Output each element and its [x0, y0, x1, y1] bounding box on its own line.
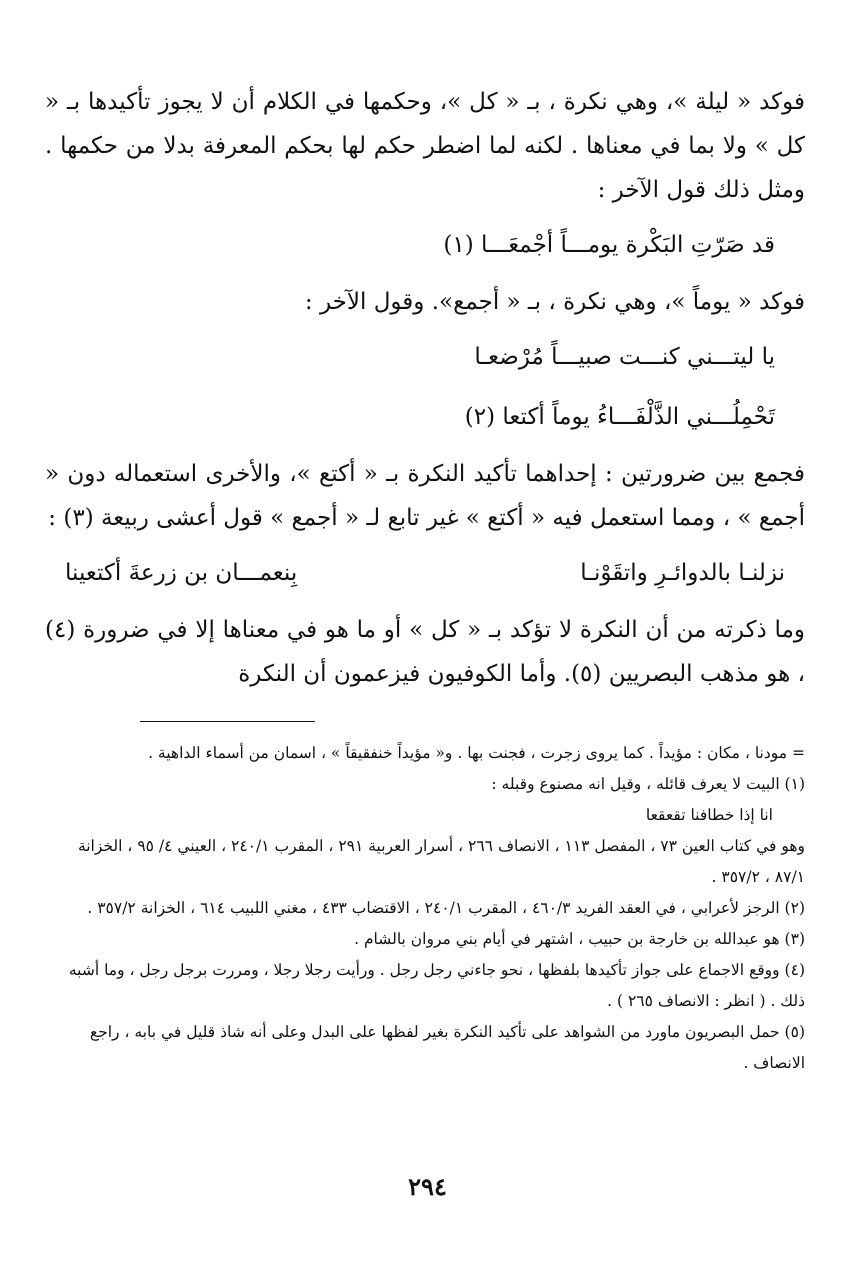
footnote-4: (٤) ووقع الاجماع على جواز تأكيدها بلفظها ، نحو جاءني رجل رجل . ورأيت رجلا رجلا ، ومررت برجل رجل ، وما أشبه ذلك . ( انظر : الانصاف ٢٦٥ ) .	[68, 961, 805, 1010]
footnote-3: (٣) هو عبدالله بن خارجة بن حبيب ، اشتهر في أيام بني مروان بالشام .	[354, 930, 805, 948]
footnote-1-verse: انا إذا خطافنا تقعقعا	[645, 806, 773, 824]
verse-3-second-hemistich: بِنعمـــان بن زرعةَ أكتعينا	[65, 560, 298, 586]
verse-3	[45, 548, 805, 598]
paragraph-4: وما ذكرته من أن النكرة لا تؤكد بـ « كل » أو ما هو في معناها إلا في ضرورة (٤) ، هو مذهب البصريين (٥). وأما الكوفيون فيزعمون أن النكرة	[45, 617, 805, 687]
footnote-1: (١) البيت لا يعرف قائله ، وقيل انه مصنوع وقبله :	[491, 775, 805, 793]
paragraph-2: فوكد « يوماً »، وهي نكرة ، بـ « أجمع». وقول الآخر :	[304, 289, 805, 315]
paragraph-1: فوكد « ليلة »، وهي نكرة ، بـ « كل »، وحكمها في الكلام أن لا يجوز تأكيدها بـ « كل » ولا بما في معناها . لكنه لما اضطر حكم لها بحكم المعرفة بدلا من حكمها . ومثل ذلك قول الآخر :	[45, 89, 805, 203]
footnotes	[45, 738, 805, 1079]
verse-2-line-1: يا ليتـــني كنـــت صبيـــاً مُرْضعـا	[474, 344, 775, 370]
main-text	[45, 80, 805, 704]
verse-2-line-2: تَحْمِلُـــني الذَّلْفَـــاءُ يوماً أكتعا (٢)	[464, 404, 775, 430]
footnote-1-sources: وهو في كتاب العين ٧٣ ، المفصل ١١٣ ، الانصاف ٢٦٦ ، أسرار العربية ٢٩١ ، المقرب ٢٤٠/١ ، العيني ٤/ ٩٥ ، الخزانة ٨٧/١ ، ٣٥٧/٢ .	[77, 837, 805, 886]
footnote-continuation: = مودنا ، مكان : مؤيداً . كما يروى زجرت ، فجنت بها . و« مؤيداً خنفقيقاً » ، اسمان من أسماء الداهية .	[148, 744, 805, 762]
footnote-divider	[140, 721, 315, 722]
footnote-2: (٢) الرجز لأعرابي ، في العقد الفريد ٤٦٠/٣ ، المقرب ٢٤٠/١ ، الاقتضاب ٤٣٣ ، مغني اللبيب ٦١٤ ، الخزانة ٣٥٧/٢ .	[87, 899, 805, 917]
page-number: ٢٩٤	[408, 1172, 447, 1201]
verse-1: قد صَرّتِ البَكْرة يومـــاً أجْمعَـــا (١)	[443, 232, 775, 258]
paragraph-3: فجمع بين ضرورتين : إحداهما تأكيد النكرة بـ « أكتع »، والأخرى استعماله دون « أجمع » ، ومما استعمل فيه « أكتع » غير تابع لـ « أجمع » قول أعشى ربيعة (٣) :	[45, 461, 805, 531]
verse-3-first-hemistich: نزلنـا بالدوائـرِ واتقَوْنـا	[580, 560, 785, 586]
footnote-5: (٥) حمل البصريون ماورد من الشواهد على تأكيد النكرة بغير لفظها على البدل وعلى أنه شاذ قليل في بابه ، راجع الانصاف .	[89, 1023, 805, 1072]
